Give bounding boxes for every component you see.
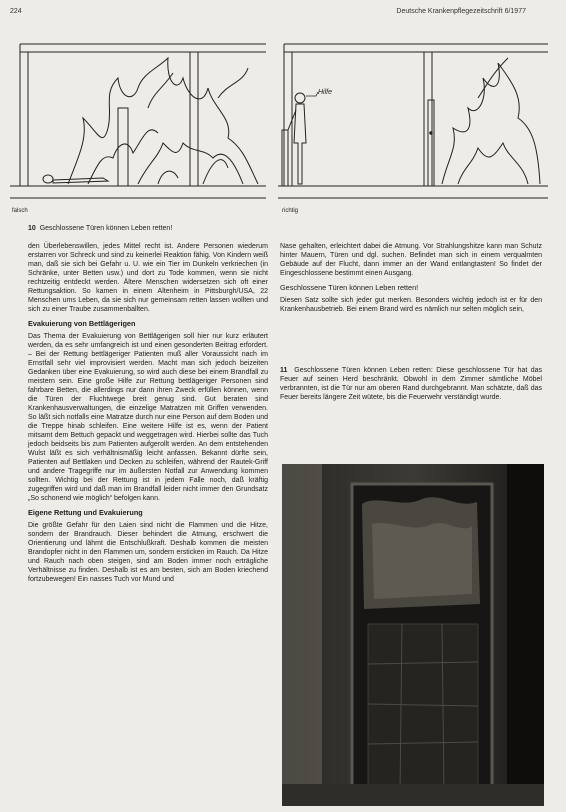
label-richtig: richtig [282, 208, 299, 214]
paragraph: Das Thema der Evakuierung von Bettlägerigen soll hier nur kurz erläutert werden, da es sehr umfangreich ist und einen gesonderten Beitrag erfordert. – Bei der Rettung bettlägeriger Patienten muß aller Voraussicht nach im Ernstfall sehr viel improvisiert werden. Macht man sich jedoch beizeiten Gedanken über eine Evakuierung, so wird auch diese bei einem Brandfall zu meistern sein. Eine große Hilfe zur Rettung bettlägeriger Personen sind fahrbare Betten, die allerdings nur dann ihren Zweck erfüllen können, wenn die Türen der Fluchtwege breit genug sind. Gut beraten sind Krankenhausverwaltungen, die einzelige Matratzen mit Griffen verwenden. So läßt sich notfalls eine Matratze durch nur eine Person auf dem Boden und die Treppe hinab schleifen. Eine weitere Hilfe ist es, wenn der Patient mitsamt dem Bettuch gepackt und weggetragen wird. Hierbei sollte das Tuch jedoch beidseits bis zum Patienten aufgerollt werden. An dem entstehenden Wulst läßt es sich verhältnismäßig leicht anfassen. Bekannt dürfte sein, Patienten auf Bettlaken und Decken zu schleifen, während der Rautek-Griff und andere Tragegriffe nur im äußersten Notfall zur Anwendung kommen sollten. Wichtig bei der Rettung ist in jedem Falle noch, daß kräftig zugegriffen wird und daß man im Brandfall leider nicht immer den Grundsatz „So schonend wie möglich“ befolgen kann. [28, 333, 268, 502]
paragraph: den Überlebenswillen, jedes Mittel recht ist. Andere Personen wiederum erstarren vor Schreck und sind zu keinerlei Reaktion fähig. Von Kindern weiß man, daß sie sich bei Gefahr u. U. wie ein Tier im Dunkeln verkriechen (in Schränke, unter Betten usw.) und dort zu Tode kommen, wenn sie nicht rechtzeitig entdeckt werden. Ältere Menschen widersetzen sich oft einer Rettungsaktion. So kamen in einem Altenheim in Pittsburgh/USA, 22 Menschen ums Leben, da sie sich nur gemeinsam retten lassen wollten und sich zu einer Traube zusammenballten. [28, 243, 268, 313]
shout-hilfe: Hilfe [318, 89, 333, 96]
caption-figure-11 [280, 366, 542, 402]
page-number: 224 [10, 8, 22, 15]
paragraph: Die größte Gefahr für den Laien sind nicht die Flammen und die Hitze, sondern der Brandrauch. Dieser behindert die Atmung, erschwert die Orientierung und lähmt die Entschlußkraft. Deshalb kommen die meisten Brandopfer nicht in den Flammen um, sondern ersticken im Rauch. Da Hitze und Rauch nach oben steigen, sind am Boden immer noch erträgliche Verhältnisse zu finden. Deshalb ist es am besten, sich am Boden kriechend fortzubewegen! Ein nasses Tuch vor Mund und [28, 522, 268, 583]
label-falsch: falsch [12, 208, 28, 214]
caption-10-text: Geschlossene Türen können Leben retten! [39, 225, 173, 232]
section-heading: Geschlossene Türen können Leben retten! [280, 283, 419, 292]
text-column-left [28, 242, 268, 589]
section-heading: Eigene Rettung und Evakuierung [28, 508, 143, 517]
photo-burnt-closed-door [282, 464, 544, 806]
caption-figure-10 [28, 224, 428, 233]
section-heading: Evakuierung von Bettlägerigen [28, 319, 136, 328]
illustration-right-closed-door [278, 38, 558, 218]
text-column-right [280, 242, 542, 319]
paragraph: Diesen Satz sollte sich jeder gut merken. Besonders wichtig jedoch ist er für den Krankenhausbetrieb. Bei einem Brand wird es nämlich nur selten möglich sein, [280, 297, 542, 313]
caption-11-number: 11 [280, 367, 288, 374]
illustration-wrong-open-door [8, 38, 270, 218]
caption-10-number: 10 [28, 225, 36, 232]
paragraph: Nase gehalten, erleichtert dabei die Atmung. Vor Strahlungshitze kann man Schutz hinter Mauern, Türen und dgl. suchen. Befindet man sich in einem verqualmten Gebäude auf der Flucht, dann immer an der Wand entlangtasten! So findet der Eingeschlossene bestimmt einen Ausgang. [280, 243, 542, 277]
caption-11-text: Geschlossene Türen können Leben retten: Diese geschlossene Tür hat das Feuer auf seinen Herd beschränkt. Obwohl in dem Zimmer sämtliche Möbel verbrannten, ist die Tür nur am oberen Rand durchgebrannt. Man schätzte, daß das Feuer bereits längere Zeit wütete, bis die Feuerwehr verständigt wurde. [280, 367, 543, 401]
journal-title: Deutsche Krankenpflegezeitschrift 6/1977 [396, 8, 526, 15]
